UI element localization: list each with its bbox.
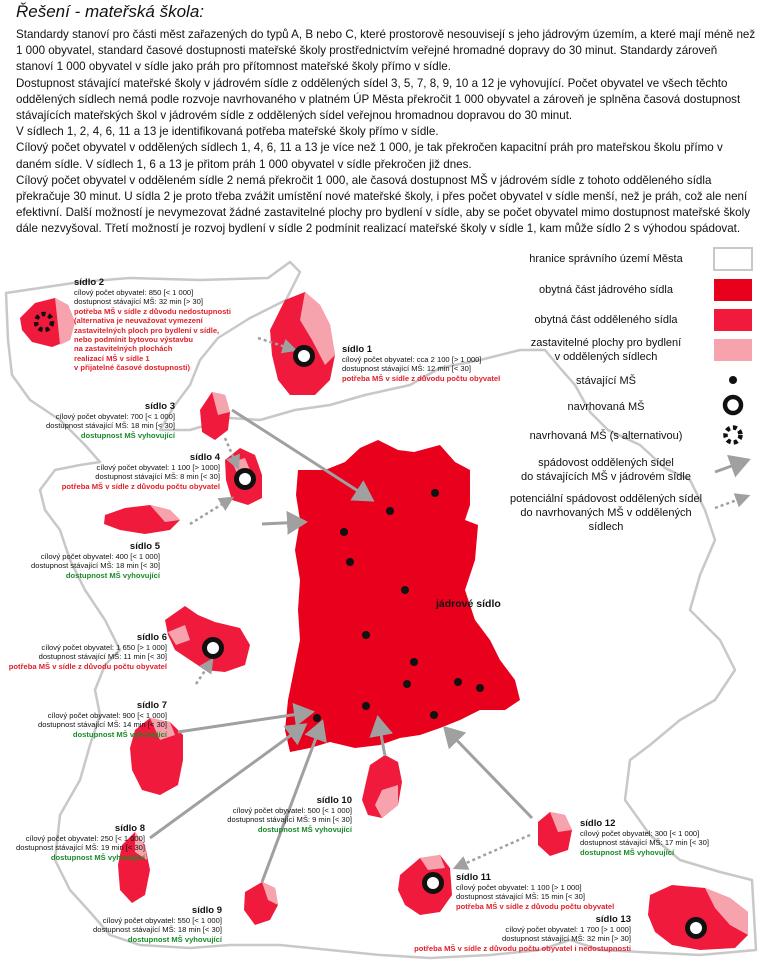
settlement-status: potřeba MŠ v sídle z důvodu počtu obyvatel bbox=[61, 481, 220, 491]
settlement-2 bbox=[20, 298, 75, 347]
settlement-status: potřeba MŠ v sídle z důvodu počtu obyvatel i nedostupnosti bbox=[414, 943, 631, 953]
settlement-name: sídlo 7 bbox=[136, 700, 167, 711]
settlement-label-12 bbox=[580, 818, 709, 857]
settlement-population: cílový počet obyvatel: 850 [< 1 000] bbox=[74, 288, 194, 297]
settlement-population: cílový počet obyvatel: 1 100 [> 1000] bbox=[96, 463, 220, 472]
existing-kindergarten bbox=[362, 631, 370, 639]
settlement-name: sídlo 2 bbox=[74, 277, 105, 288]
legend-potential-label-1: potenciální spádovost oddělených sídel bbox=[509, 493, 703, 505]
legend-symbols bbox=[714, 248, 752, 508]
legend-boundary-label: hranice správního území Města bbox=[529, 253, 683, 265]
existing-kindergarten bbox=[313, 714, 321, 722]
legend-existing-icon bbox=[729, 376, 737, 384]
settlement-access: dostupnost stávající MŠ: 9 min [< 30] bbox=[227, 815, 352, 825]
existing-kindergarten bbox=[431, 489, 439, 497]
settlement-status: v přijatelné časové dostupnosti) bbox=[74, 363, 191, 373]
legend-buildable-label-1: zastavitelné plochy pro bydlení bbox=[530, 337, 682, 349]
settlement-status: dostupnost MŠ vyhovující bbox=[580, 847, 675, 857]
legend-proposed-alt-icon bbox=[726, 428, 741, 443]
settlement-label-8 bbox=[0, 823, 145, 862]
existing-kindergarten bbox=[476, 684, 484, 692]
settlement-status: zastavitelných ploch pro bydlení v sídle, bbox=[74, 325, 220, 335]
settlement-population: cílový počet obyvatel: 550 [< 1 000] bbox=[102, 916, 222, 925]
legend-existing-label: stávající MŠ bbox=[576, 375, 636, 387]
core-settlement-area bbox=[285, 440, 520, 752]
settlement-access: dostupnost stávající MŠ: 18 min [< 30] bbox=[93, 925, 222, 935]
potential-catchment-arrow bbox=[455, 835, 530, 868]
settlement-label-6 bbox=[0, 632, 167, 671]
catchment-arrow bbox=[262, 522, 305, 524]
settlement-10 bbox=[362, 755, 402, 818]
existing-kindergarten bbox=[410, 658, 418, 666]
settlement-population: cílový počet obyvatel: 1 650 [> 1 000] bbox=[41, 643, 167, 652]
settlement-name: sídlo 6 bbox=[136, 632, 167, 643]
existing-kindergarten bbox=[346, 558, 354, 566]
settlement-status: dostupnost MŠ vyhovující bbox=[72, 729, 167, 739]
settlement-status: dostupnost MŠ vyhovující bbox=[257, 824, 352, 834]
settlement-label-11 bbox=[456, 872, 614, 911]
settlement-9 bbox=[244, 882, 278, 925]
settlement-population: cílový počet obyvatel: 250 [< 1 000] bbox=[25, 834, 145, 843]
settlement-3 bbox=[200, 392, 230, 440]
existing-kindergarten bbox=[401, 586, 409, 594]
settlement-access: dostupnost stávající MŠ: 18 min [< 30] bbox=[46, 421, 175, 431]
settlement-status: dostupnost MŠ vyhovující bbox=[127, 934, 222, 944]
settlement-access: dostupnost stávající MŠ: 18 min [< 30] bbox=[31, 561, 160, 571]
paragraph: Cílový počet obyvatel v odděleném sídle 2 nemá překročit 1 000, ale časová dostupnost MŠ v jádrovém sídle z tohoto odděleného sídla překračuje 30 minut. U sídla 2 je proto třeba zvážit umístění nové mateřské školy, i přes počet obyvatel v sídle menší, než je práh, což ale není efektivní. Další možností je nevymezovat žádné zastavitelné plochy pro bydlení v sídle, aby se počet obyvatel mimo dostupnost mateřské školy dále nezvyšoval. Třetí možností je rozvoj bydlení v sídle 2 podmínit realizací mateřské školy v sídle 1, kam může sídlo 2 s výhodou spádovat. bbox=[16, 173, 750, 236]
settlement-5 bbox=[104, 505, 180, 534]
existing-kindergarten bbox=[430, 711, 438, 719]
settlement-access: dostupnost stávající MŠ: 32 min [> 30] bbox=[74, 297, 203, 307]
page-title: Řešení - mateřská škola: bbox=[16, 2, 205, 21]
settlement-access: dostupnost stávající MŠ: 8 min [< 30] bbox=[95, 472, 220, 482]
existing-kindergarten bbox=[362, 702, 370, 710]
settlement-name: sídlo 9 bbox=[191, 905, 222, 916]
settlement-label-9 bbox=[80, 905, 222, 944]
catchment-arrow bbox=[445, 728, 532, 818]
settlement-status: na zastavitelných plochách bbox=[74, 344, 173, 354]
legend-core-swatch bbox=[714, 279, 752, 301]
settlement-status: potřeba MŠ v sídle z důvodu počtu obyvatel bbox=[8, 661, 167, 671]
settlement-name: sídlo 1 bbox=[342, 344, 373, 355]
settlement-access: dostupnost stávající MŠ: 19 min [< 30] bbox=[16, 843, 145, 853]
settlement-access: dostupnost stávající MŠ: 15 min [< 30] bbox=[456, 892, 585, 902]
settlement-population: cílový počet obyvatel: 700 [< 1 000] bbox=[55, 412, 175, 421]
proposed-kindergarten bbox=[205, 640, 222, 657]
settlement-label-3 bbox=[40, 401, 175, 440]
settlement-population: cílový počet obyvatel: 900 [< 1 000] bbox=[47, 711, 167, 720]
settlement-population: cílový počet obyvatel: 1 100 [> 1 000] bbox=[456, 883, 582, 892]
settlement-name: sídlo 12 bbox=[580, 818, 616, 829]
settlement-access: dostupnost stávající MŠ: 11 min [< 30] bbox=[38, 652, 167, 662]
core-settlement-label: jádrové sídlo bbox=[436, 598, 501, 610]
settlement-12 bbox=[538, 812, 572, 856]
settlement-access: dostupnost stávající MŠ: 12 min [< 30] bbox=[342, 364, 471, 374]
proposed-kindergarten bbox=[237, 471, 254, 488]
paragraph: Cílový počet obyvatel v oddělených sídlech 1, 4, 6, 11 a 13 je více než 1 000, je tak překročen kapacitní práh pro mateřskou školu přímo v daném sídle. V sídlech 1, 6 a 13 je přitom práh 1 000 obyvatel v sídle překročen již dnes. bbox=[16, 141, 723, 171]
legend-buildable-label-2: v oddělených sídlech bbox=[554, 351, 658, 363]
settlement-access: dostupnost stávající MŠ: 17 min [< 30] bbox=[580, 838, 709, 848]
paragraph: V sídlech 1, 2, 4, 6, 11 a 13 je identifikovaná potřeba mateřské školy přímo v sídle. bbox=[16, 125, 439, 139]
legend-separate-label: obytná část odděleného sídla bbox=[534, 314, 678, 326]
existing-kindergarten bbox=[340, 528, 348, 536]
proposed-kindergarten bbox=[688, 920, 705, 937]
settlement-status: potřeba MŠ v sídle z důvodu počtu obyvatel bbox=[456, 901, 615, 911]
settlement-status: potřeba MŠ v sídle z důvodu nedostupnosti bbox=[74, 306, 231, 316]
settlement-label-4 bbox=[30, 452, 220, 491]
settlement-label-13 bbox=[400, 914, 631, 953]
legend-catchment-label-2: do stávajících MŠ v jádrovém sídle bbox=[521, 471, 691, 483]
settlement-status: dostupnost MŠ vyhovující bbox=[80, 430, 175, 440]
settlement-name: sídlo 11 bbox=[456, 872, 491, 883]
settlement-status: nebo podmínit bytovou výstavbu bbox=[74, 335, 193, 345]
legend-buildable-swatch bbox=[714, 339, 752, 361]
settlement-label-5 bbox=[10, 541, 160, 580]
paragraph: Standardy stanoví pro části měst zařazených do typů A, B nebo C, které prostorově nesouvisejí s jeho jádrovým územím, a které mají méně než 1 000 obyvatel, standard časové dostupnosti mateřské školy prostřednictvím veřejné hromadné dopravy do 30 minut. Standardy zároveň stanoví 1 000 obyvatel v sídle jako práh pro přítomnost mateřské školy přímo v sídle. bbox=[16, 28, 756, 74]
settlement-name: sídlo 8 bbox=[114, 823, 145, 834]
paragraph: Dostupnost stávající mateřské školy v jádrovém sídle z oddělených sídel 3, 5, 7, 8, 9, 10 a 12 je vyhovující. Počet obyvatel ve všech těchto oddělených sídlech nemá podle rozvoje navrhovaného v platném ÚP Města překročit 1 000 obyvatel a zároveň je splněna časová dostupnost stávajících mateřských škol v jádrovém sídle z oddělených sídel veřejnou hromadnou dopravou do 30 minut. bbox=[16, 76, 741, 123]
settlement-name: sídlo 5 bbox=[129, 541, 160, 552]
core-settlement bbox=[285, 440, 520, 752]
settlement-status: dostupnost MŠ vyhovující bbox=[65, 570, 160, 580]
legend-potential-label-2: do navrhovaných MŠ v oddělených sídlech bbox=[520, 507, 692, 533]
legend-boundary-swatch bbox=[714, 248, 752, 270]
legend-catchment-label-1: spádovost oddělených sídel bbox=[538, 457, 674, 469]
settlement-population: cílový počet obyvatel: cca 2 100 [> 1 000] bbox=[342, 355, 482, 364]
settlement-name: sídlo 13 bbox=[595, 914, 631, 925]
settlement-status: (alternativa je neuvažovat vymezení bbox=[74, 316, 203, 326]
existing-kindergarten bbox=[454, 678, 462, 686]
settlement-name: sídlo 10 bbox=[316, 795, 352, 806]
legend-core-label: obytná část jádrového sídla bbox=[539, 284, 673, 296]
settlement-status: dostupnost MŠ vyhovující bbox=[50, 852, 145, 862]
legend-proposed-alt-label: navrhovaná MŠ (s alternativou) bbox=[529, 430, 683, 442]
settlement-access: dostupnost stávající MŠ: 14 min [< 30] bbox=[38, 720, 167, 730]
existing-kindergarten bbox=[386, 507, 394, 515]
intro-text bbox=[16, 27, 756, 238]
settlement-population: cílový počet obyvatel: 1 700 [> 1 000] bbox=[505, 925, 631, 934]
legend-proposed-icon bbox=[725, 397, 741, 413]
legend-potential-arrow bbox=[715, 496, 748, 508]
settlement-population: cílový počet obyvatel: 400 [< 1 000] bbox=[40, 552, 160, 561]
settlement-label-10 bbox=[200, 795, 352, 834]
settlement-status: realizací MŠ v sídle 1 bbox=[74, 353, 150, 363]
legend-separate-swatch bbox=[714, 309, 752, 331]
legend-catchment-arrow bbox=[715, 460, 748, 472]
settlement-population: cílový počet obyvatel: 500 [< 1 000] bbox=[232, 806, 352, 815]
settlement-status: potřeba MŠ v sídle z důvodu počtu obyvatel bbox=[342, 373, 501, 383]
settlement-label-2 bbox=[74, 277, 231, 373]
settlement-name: sídlo 3 bbox=[144, 401, 175, 412]
settlement-label-7 bbox=[20, 700, 167, 739]
proposed-kindergarten bbox=[425, 875, 442, 892]
settlement-access: dostupnost stávající MŠ: 32 min [> 30] bbox=[502, 934, 631, 944]
settlement-label-1 bbox=[342, 344, 500, 383]
settlement-population: cílový počet obyvatel: 300 [< 1 000] bbox=[580, 829, 700, 838]
potential-catchment-arrow bbox=[190, 498, 232, 524]
existing-kindergarten bbox=[403, 680, 411, 688]
proposed-kindergarten bbox=[296, 348, 313, 365]
settlement-name: sídlo 4 bbox=[189, 452, 220, 463]
settlement-1 bbox=[270, 292, 335, 395]
legend-proposed-label: navrhovaná MŠ bbox=[567, 401, 645, 413]
